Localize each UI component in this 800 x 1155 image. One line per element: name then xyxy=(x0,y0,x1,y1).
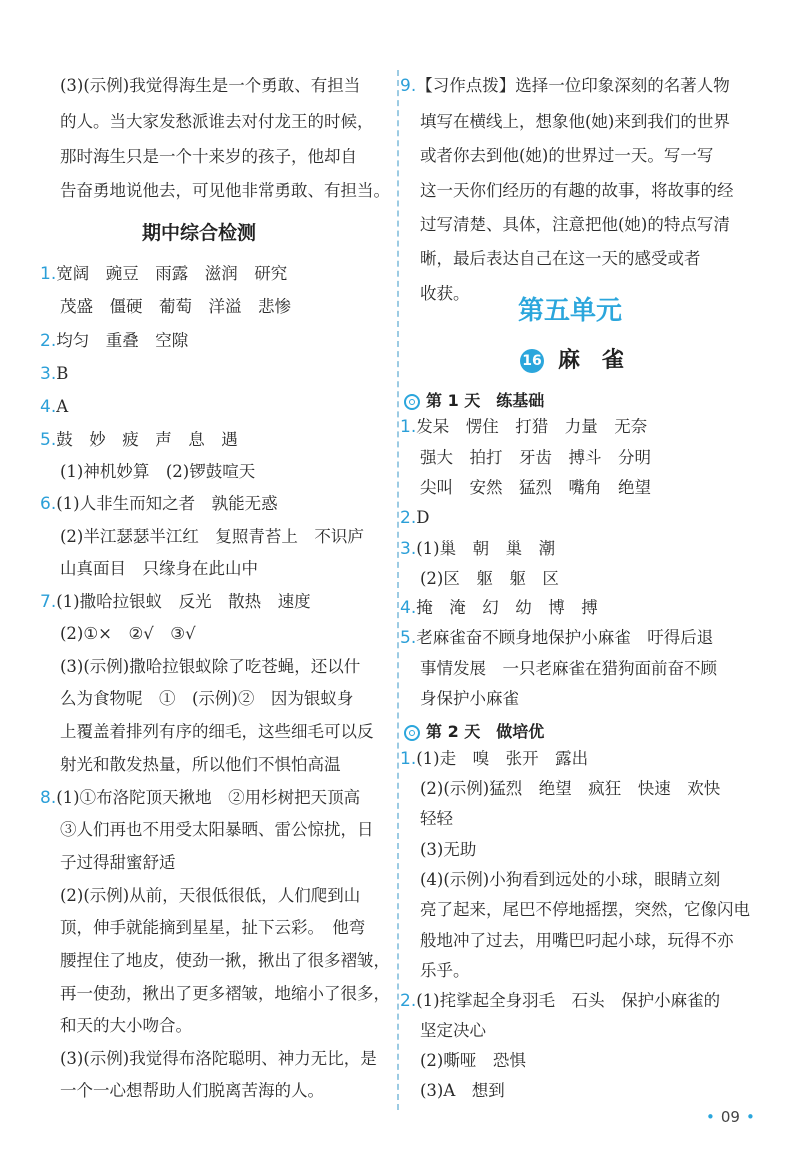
answer-line: 射光和散发热量，所以他们不惧怕高温 xyxy=(60,755,341,774)
answer-line: D xyxy=(416,508,430,527)
answer-line: 均匀 重叠 空隙 xyxy=(56,331,189,350)
question-number: 2. xyxy=(400,991,417,1011)
answer-line: (1)①布洛陀顶天揪地 ②用杉树把天顶高 xyxy=(56,788,361,807)
question-number: 4. xyxy=(40,397,57,417)
section-heading: 期中综合检测 xyxy=(142,222,257,244)
lesson-title xyxy=(520,343,624,374)
answer-line: (1)人非生而知之者 孰能无惑 xyxy=(56,494,278,513)
answer-line: 乐乎。 xyxy=(420,961,470,980)
day-label: 第 1 天 练基础 xyxy=(426,391,545,410)
question-6 xyxy=(40,494,278,514)
question-number: 6. xyxy=(40,494,57,514)
answer-line: 和天的大小吻合。 xyxy=(60,1016,192,1035)
page-number-text: 09 xyxy=(720,1108,740,1126)
answer-line: 身保护小麻雀 xyxy=(420,689,519,708)
answer-line: (2)(示例)从前，天很低很低，人们爬到山 xyxy=(60,886,361,905)
answer-line: 或者你去到他(她)的世界过一天。写一写 xyxy=(420,146,714,165)
answer-line: (2)嘶哑 恐惧 xyxy=(420,1051,526,1070)
lesson-number-badge: 16 xyxy=(520,349,544,373)
question-2 xyxy=(40,331,188,351)
answer-line: (4)(示例)小狗看到远处的小球，眼睛立刻 xyxy=(420,870,721,889)
day1-question-4 xyxy=(400,598,598,618)
target-icon xyxy=(404,394,420,410)
answer-line: 宽阔 豌豆 雨露 滋润 研究 xyxy=(56,264,288,283)
dot-icon: • xyxy=(745,1108,755,1126)
answer-line: (1)撒哈拉银蚁 反光 散热 速度 xyxy=(56,592,311,611)
answer-line: 过写清楚、具体，注意把他(她)的特点写清 xyxy=(420,215,730,234)
question-number: 1. xyxy=(400,749,417,769)
answer-line: 发呆 愣住 打猎 力量 无奈 xyxy=(416,417,648,436)
question-7 xyxy=(40,592,311,612)
question-number: 7. xyxy=(40,592,57,612)
answer-line: 事情发展 一只老麻雀在猎狗面前奋不顾 xyxy=(420,659,717,678)
answer-line: (3)(示例)我觉得布洛陀聪明、神力无比，是 xyxy=(60,1049,377,1068)
question-5 xyxy=(40,430,238,450)
answer-line: 收获。 xyxy=(420,284,470,303)
question-number: 2. xyxy=(400,508,417,528)
question-number: 8. xyxy=(40,788,57,808)
answer-line: 子过得甜蜜舒适 xyxy=(60,853,176,872)
day1-question-3 xyxy=(400,539,555,559)
answer-line: (3)A 想到 xyxy=(420,1081,505,1100)
column-divider xyxy=(397,70,399,1110)
question-number: 2. xyxy=(40,331,57,351)
answer-line: 坚定决心 xyxy=(420,1021,486,1040)
day-1-header xyxy=(404,388,544,411)
page-number xyxy=(700,1108,761,1126)
answer-line: 一个一心想帮助人们脱离苦海的人。 xyxy=(60,1081,324,1100)
question-1 xyxy=(40,264,287,284)
answer-line: (1)巢 朝 巢 潮 xyxy=(416,539,556,558)
answer-line: (3)无助 xyxy=(420,840,477,859)
answer-line: 这一天你们经历的有趣的故事，将故事的经 xyxy=(420,181,734,200)
answer-line: 轻轻 xyxy=(420,809,453,828)
day2-question-2 xyxy=(400,991,720,1011)
answer-line: 顶，伸手就能摘到星星，扯下云彩。 他弯 xyxy=(60,918,366,937)
answer-line: (1)挓挲起全身羽毛 石头 保护小麻雀的 xyxy=(416,991,721,1010)
answer-line: 山真面目 只缘身在此山中 xyxy=(60,559,258,578)
answer-line: 强大 拍打 牙齿 搏斗 分明 xyxy=(420,448,651,467)
answer-line: 上覆盖着排列有序的细毛，这些细毛可以反 xyxy=(60,722,374,741)
answer-line: 填写在横线上，想象他(她)来到我们的世界 xyxy=(420,112,730,131)
answer-line: 般地冲了过去，用嘴巴叼起小球，玩得不亦 xyxy=(420,931,734,950)
answer-line: (1)神机妙算 (2)锣鼓喧天 xyxy=(60,462,256,481)
question-number: 3. xyxy=(40,364,57,384)
answer-line: ③人们再也不用受太阳暴晒、雷公惊扰，日 xyxy=(60,820,374,839)
answer-line: 掩 淹 幻 幼 博 搏 xyxy=(416,598,598,617)
question-3 xyxy=(40,364,68,384)
question-number: 1. xyxy=(400,417,417,437)
answer-line: (2)(示例)猛烈 绝望 疯狂 快速 欢快 xyxy=(420,779,721,798)
answer-line: 晰，最后表达自己在这一天的感受或者 xyxy=(420,249,701,268)
answer-line: A xyxy=(56,397,69,416)
answer-line: 鼓 妙 疲 声 息 遇 xyxy=(56,430,238,449)
answer-line: 再一使劲，揪出了更多褶皱，地缩小了很多， xyxy=(60,984,390,1003)
dot-icon: • xyxy=(706,1108,715,1126)
answer-line: (1)走 嗅 张开 露出 xyxy=(416,749,589,768)
answer-line: (2)半江瑟瑟半江红 复照青苔上 不识庐 xyxy=(60,527,364,546)
answer-line: (2)①× ②√ ③√ xyxy=(60,624,196,643)
question-4 xyxy=(40,397,68,417)
question-number: 1. xyxy=(40,264,57,284)
day-2-header xyxy=(404,719,544,742)
day1-question-2 xyxy=(400,508,429,528)
answer-line: 腰捏住了地皮，使劲一揪，揪出了很多褶皱， xyxy=(60,951,390,970)
unit-title: 第五单元 xyxy=(518,296,623,326)
question-number: 9. xyxy=(400,76,417,96)
day-label: 第 2 天 做培优 xyxy=(426,722,545,741)
answer-line: (3)(示例)撒哈拉银蚁除了吃苍蝇，还以什 xyxy=(60,657,361,676)
answer-line: B xyxy=(56,364,69,383)
answer-line: 亮了起来，尾巴不停地摇摆，突然，它像闪电 xyxy=(420,900,750,919)
question-number: 5. xyxy=(400,628,417,648)
answer-line: 【习作点拨】选择一位印象深刻的名著人物 xyxy=(416,76,730,95)
intro-line: 那时海生只是一个十来岁的孩子，他却自 xyxy=(60,147,357,166)
question-number: 3. xyxy=(400,539,417,559)
answer-line: 么为食物呢 ① (示例)② 因为银蚁身 xyxy=(60,689,354,708)
question-number: 5. xyxy=(40,430,57,450)
intro-line: (3)(示例)我觉得海生是一个勇敢、有担当 xyxy=(60,76,361,95)
target-icon xyxy=(404,725,420,741)
answer-line: 茂盛 僵硬 葡萄 洋溢 悲惨 xyxy=(60,297,291,316)
answer-line: 尖叫 安然 猛烈 嘴角 绝望 xyxy=(420,478,651,497)
question-8 xyxy=(40,788,360,808)
day1-question-1 xyxy=(400,417,647,437)
day2-question-1 xyxy=(400,749,588,769)
intro-line: 的人。当大家发愁派谁去对付龙王的时候， xyxy=(60,112,374,131)
question-9 xyxy=(400,76,730,96)
lesson-title-text: 麻 雀 xyxy=(558,348,625,373)
day1-question-5 xyxy=(400,628,713,648)
answer-line: (2)区 躯 躯 区 xyxy=(420,569,559,588)
question-number: 4. xyxy=(400,598,417,618)
intro-line: 告奋勇地说他去，可见他非常勇敢、有担当。 xyxy=(60,181,390,200)
answer-line: 老麻雀奋不顾身地保护小麻雀 吁得后退 xyxy=(416,628,714,647)
